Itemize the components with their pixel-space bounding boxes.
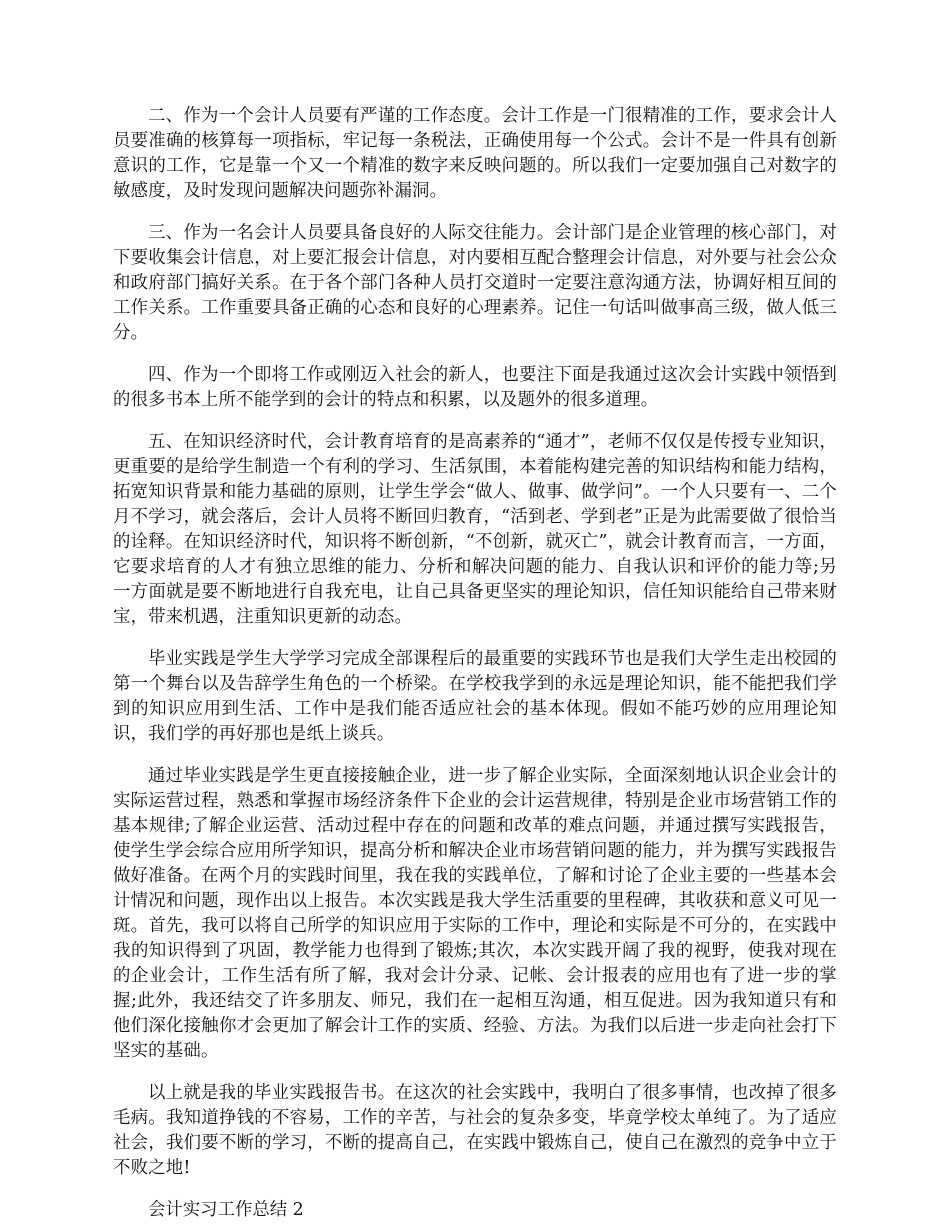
paragraph-newcomer: 四、作为一个即将工作或刚迈入社会的新人，也要注下面是我通过这次会计实践中领悟到的很多书本上所不能学到的会计的特点和积累，以及题外的很多道理。 [113,365,837,410]
paragraph-work-attitude: 二、作为一个会计人员要有严谨的工作态度。会计工作是一门很精准的工作，要求会计人员要准确的核算每一项指标，牢记每一条税法，正确使用每一个公式。会计不是一件具有创新意识的工作，它是靠一个又一个精准的数字来反映问题的。所以我们一定要加强自己对数字的敏感度，及时发现问题解决问题弥补漏洞。 [113,106,837,201]
paragraph-knowledge-economy: 五、在知识经济时代，会计教育培育的是高素养的“通才”，老师不仅仅是传授专业知识，更重要的是给学生制造一个有利的学习、生活氛围，本着能构建完善的知识结构和能力结构，拓宽知识背景和能力基础的原则，让学生学会“做人、做事、做学问”。一个人只要有一、二个月不学习，就会落后，会计人员将不断回归教育，“活到老、学到老”正是为此需要做了很恰当的诠释。在知识经济时代，知识将不断创新，“不创新，就灭亡”，就会计教育而言，一方面，它要求培育的人才有独立思维的能力、分析和解决问题的能力、自我认识和评价的能力等;另一方面就是要不断地进行自我充电，让自己具备更坚实的理论知识，信任知识能给自己带来财宝，带来机遇，注重知识更新的动态。 [113,432,837,627]
paragraph-graduation-practice: 毕业实践是学生大学学习完成全部课程后的最重要的实践环节也是我们大学生走出校园的第一个舞台以及告辞学生角色的一个桥梁。在学校我学到的永远是理论知识，能不能把我们学到的知识应用到生活、工作中是我们能否适应社会的基本体现。假如不能巧妙的应用理论知识，我们学的再好那也是纸上谈兵。 [113,649,837,744]
paragraph-practice-report: 通过毕业实践是学生更直接接触企业，进一步了解企业实际，全面深刻地认识企业会计的实际运营过程，熟悉和掌握市场经济条件下企业的会计运营规律，特别是企业市场营销工作的基本规律;了解企业运营、活动过程中存在的问题和改革的难点问题，并通过撰写实践报告，使学生学会综合应用所学知识，提高分析和解决企业市场营销问题的能力，并为撰写实践报告做好准备。在两个月的实践时间里，我在我的实践单位，了解和讨论了企业主要的一些基本会计情况和问题，现作出以上报告。本次实践是我大学生活重要的里程碑，其收获和意义可见一斑。首先，我可以将自己所学的知识应用于实际的工作中，理论和实际是不可分的，在实践中我的知识得到了巩固，教学能力也得到了锻炼;其次，本次实践开阔了我的视野，使我对现在的企业会计，工作生活有所了解，我对会计分录、记帐、会计报表的应用也有了进一步的掌握;此外，我还结交了许多朋友、师兄，我们在一起相互沟通，相互促进。因为我知道只有和他们深化接触你才会更加了解会计工作的实质、经验、方法。为我们以后进一步走向社会打下坚实的基础。 [113,766,837,1061]
section-heading: 会计实习工作总结 2 [148,1200,304,1220]
paragraph-conclusion: 以上就是我的毕业实践报告书。在这次的社会实践中，我明白了很多事情，也改掉了很多毛病。我知道挣钱的不容易，工作的辛苦，与社会的复杂多变，毕竟学校太单纯了。为了适应社会，我们要不断的学习，不断的提高自己，在实践中锻炼自己，使自己在激烈的竞争中立于不败之地! [113,1083,837,1178]
document-page [113,104,837,1223]
paragraph-interpersonal-skills: 三、作为一名会计人员要具备良好的人际交往能力。会计部门是企业管理的核心部门，对下要收集会计信息，对上要汇报会计信息，对内要相互配合整理会计信息，对外要与社会公众和政府部门搞好关系。在于各个部门各种人员打交道时一定要注意沟通方法，协调好相互间的工作关系。工作重要具备正确的心态和良好的心理素养。记住一句话叫做事高三级，做人低三分。 [113,223,837,343]
